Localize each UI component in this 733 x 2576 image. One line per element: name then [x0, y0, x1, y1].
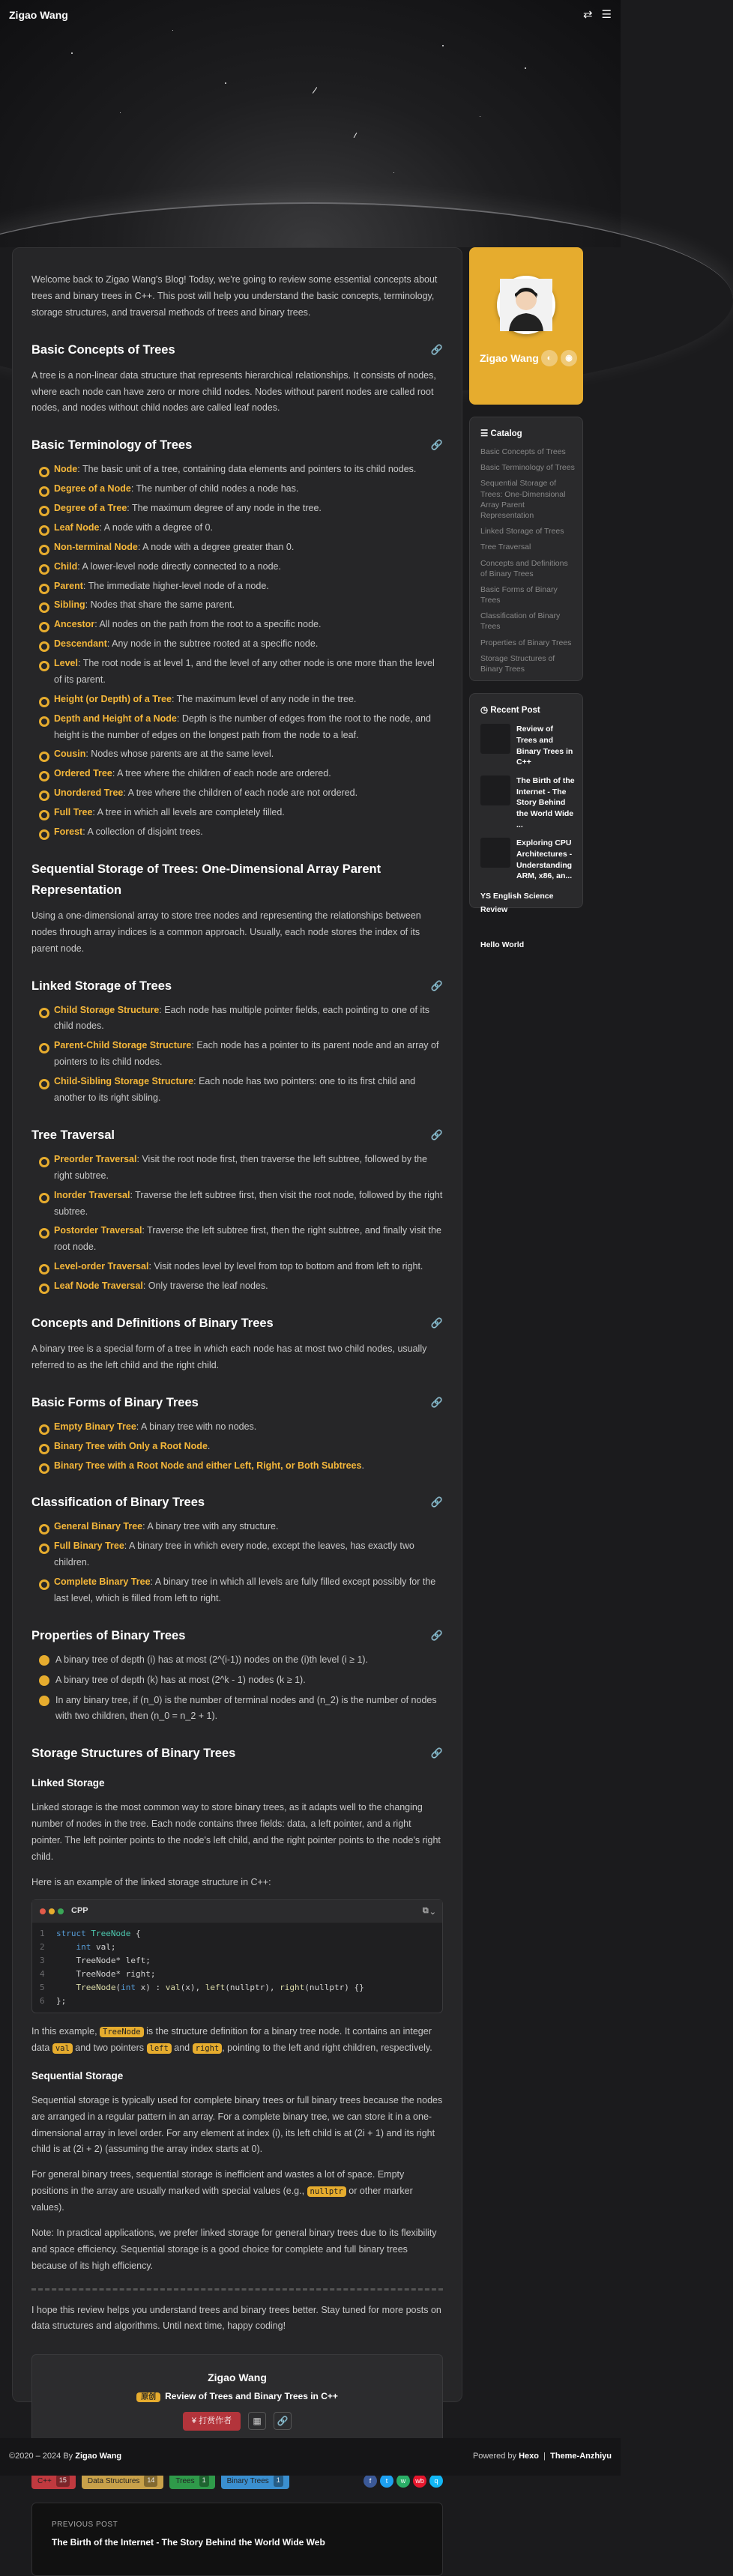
list-item: Full Binary Tree: A binary tree in which every node, except the leaves, has exactly two children. — [39, 1538, 443, 1571]
code-language: CPP — [71, 1906, 88, 1916]
list-icon: ☰ — [480, 429, 489, 438]
list-item: Non-terminal Node: A node with a degree greater than 0. — [39, 539, 443, 556]
copy-code-icon[interactable]: ⧉ ⌄ — [422, 1906, 435, 1916]
code-content: 1 struct TreeNode { 2 int val; 3 TreeNode* left; 4 TreeNode* right; 5 TreeNode(int x) : val(x), left(nullptr), right(nullptr) {} 6 }; — [40, 1928, 364, 2007]
copyright-author: Zigao Wang — [208, 2371, 267, 2384]
divider — [31, 2288, 443, 2291]
previous-post-title: The Birth of the Internet - The Story Behind the World Wide Web — [52, 2536, 325, 2548]
original-badge: 原创 — [136, 2392, 160, 2402]
link-icon[interactable]: 🔗 — [430, 439, 443, 451]
history-icon: ◷ — [480, 706, 489, 715]
catalog-item[interactable]: Linked Storage of Trees — [480, 527, 564, 536]
list-item: Level: The root node is at level 1, and the level of any other node is one more than the level of its parent. — [39, 656, 443, 689]
link-icon[interactable]: 🔗 — [430, 1316, 443, 1328]
list-item: Node: The basic unit of a tree, containing data elements and pointers to its child nodes. — [39, 462, 443, 478]
link-icon[interactable]: 🔗 — [430, 979, 443, 991]
link-icon[interactable]: 🔗 — [430, 1128, 443, 1140]
link-icon[interactable]: 🔗 — [430, 1747, 443, 1759]
catalog-item[interactable]: Storage Structures of Binary Trees — [480, 653, 555, 674]
list-item: Leaf Node: A node with a degree of 0. — [39, 520, 443, 536]
binary-props-list — [39, 1652, 443, 1726]
weibo-icon[interactable]: wb — [413, 2474, 426, 2488]
tag-cpp[interactable]: C++ 15 — [31, 2473, 76, 2490]
sequential-trees-text: Using a one-dimensional array to store tree nodes and representing the relationships between nodes through array indices is a common approach. Usually, each node stores the index of its parent node. — [31, 910, 421, 954]
heading-binary-storage: Storage Structures of Binary Trees 🔗 — [31, 1743, 443, 1764]
catalog-item[interactable]: Basic Forms of Binary Trees — [480, 584, 558, 605]
list-item: Child: A lower-level node directly connected to a node. — [39, 559, 443, 575]
heading-terminology: Basic Terminology of Trees 🔗 — [31, 435, 443, 456]
list-item: Child Storage Structure: Each node has multiple pointer fields, each pointing to one of its child nodes. — [39, 1003, 443, 1035]
theme-link[interactable]: Theme-Anzhiyu — [550, 2452, 612, 2461]
heading-sequential-storage: Sequential Storage — [31, 2070, 124, 2082]
heading-binary-classes: Classification of Binary Trees 🔗 — [31, 1492, 443, 1513]
list-item: Parent-Child Storage Structure: Each node has a pointer to its parent node and an array of pointers to its child nodes. — [39, 1038, 443, 1071]
list-item: Degree of a Node: The number of child nodes a node has. — [39, 481, 443, 498]
heading-binary-props: Properties of Binary Trees 🔗 — [31, 1625, 443, 1646]
site-footer — [0, 2438, 621, 2476]
example-intro: Here is an example of the linked storage structure in C++: — [31, 1876, 271, 1887]
linked-trees-list — [39, 1003, 443, 1107]
catalog-item[interactable]: Sequential Storage of Trees: One-Dimensional Array Parent Representation — [480, 479, 566, 520]
wechat-icon[interactable]: w — [396, 2474, 410, 2488]
site-name-link[interactable]: Zigao Wang — [9, 8, 68, 21]
list-item: Binary Tree with Only a Root Node. — [39, 1439, 443, 1455]
link-icon[interactable]: 🔗 — [430, 1396, 443, 1408]
list-item: Forest: A collection of disjoint trees. — [39, 824, 443, 841]
recent-post-item[interactable]: YS English Science Review — [480, 892, 554, 915]
list-item: Child-Sibling Storage Structure: Each node has two pointers: one to its first child and another to its right sibling. — [39, 1074, 443, 1107]
sidebar — [469, 247, 583, 949]
recent-post-item[interactable]: Review of Trees and Binary Trees in C++ — [480, 724, 575, 768]
profile-name: Zigao Wang ◐ ◉ — [469, 349, 583, 368]
copy-link-icon[interactable]: 🔗 — [274, 2412, 292, 2430]
binary-forms-list — [39, 1419, 443, 1475]
heading-linked-trees: Linked Storage of Trees 🔗 — [31, 976, 443, 997]
intro-paragraph: Welcome back to Zigao Wang's Blog! Today, we're going to review some essential concepts about trees and binary trees in C++. This post will help you understand the basic concepts, terminology, storage structures, and traversal methods of trees and binary trees. — [31, 274, 438, 318]
facebook-icon[interactable]: f — [364, 2474, 377, 2488]
heading-binary-concepts: Concepts and Definitions of Binary Trees 🔗 — [31, 1313, 443, 1334]
catalog-item[interactable]: Tree Traversal — [480, 542, 531, 552]
tag-binary-trees[interactable]: Binary Trees 1 — [221, 2473, 289, 2490]
post-thumbnail — [480, 724, 510, 754]
heading-basic-concepts: Basic Concepts of Trees 🔗 — [31, 339, 443, 360]
list-item: Empty Binary Tree: A binary tree with no nodes. — [39, 1419, 443, 1436]
link-icon[interactable]: 🔗 — [430, 343, 443, 355]
link-icon[interactable]: 🔗 — [430, 1629, 443, 1641]
list-item: A binary tree of depth (k) has at most (2^k - 1) nodes (k ≥ 1). — [39, 1672, 443, 1689]
list-item: Height (or Depth) of a Tree: The maximum level of any node in the tree. — [39, 692, 443, 708]
qrcode-icon[interactable]: ▦ — [248, 2412, 266, 2430]
list-item: Preorder Traversal: Visit the root node first, then traverse the left subtree, followed by the right subtree. — [39, 1152, 443, 1185]
hero-banner — [0, 0, 621, 247]
catalog-item[interactable]: Concepts and Definitions of Binary Trees — [480, 558, 568, 578]
avatar — [497, 276, 555, 334]
code-explanation: In this example, TreeNode is the structure definition for a binary tree node. It contains an integer data val and two pointers left and right , pointing to the left and right children, respectively. — [31, 2026, 432, 2054]
list-item: Leaf Node Traversal: Only traverse the leaf nodes. — [39, 1278, 443, 1295]
recent-posts-card — [469, 693, 583, 949]
catalog-item[interactable]: Basic Terminology of Trees — [480, 463, 575, 473]
list-item: Ordered Tree: A tree where the children of each node are ordered. — [39, 766, 443, 782]
twitter-icon[interactable]: t — [380, 2474, 393, 2488]
recent-title: ◷ Recent Post — [480, 706, 540, 715]
heading-traversal: Tree Traversal 🔗 — [31, 1125, 443, 1146]
heading-binary-forms: Basic Forms of Binary Trees 🔗 — [31, 1392, 443, 1413]
linked-storage-text: Linked storage is the most common way to store binary trees, as it adapts well to the changing number of nodes in the tree. Each node contains three fields: data, a left pointer, and a right pointer. The left pointer points to the node's left child, and the right pointer points to the node's right child. — [31, 1802, 441, 1862]
github-icon[interactable]: ◐ — [541, 350, 558, 366]
post-thumbnail — [480, 838, 510, 868]
tag-data-structures[interactable]: Data Structures 14 — [82, 2473, 164, 2490]
catalog-title: ☰ Catalog — [480, 429, 522, 438]
list-item: A binary tree of depth (i) has at most (2^(i-1)) nodes on the (i)th level (i ≥ 1). — [39, 1652, 443, 1669]
list-item: Parent: The immediate higher-level node of a node. — [39, 578, 443, 595]
list-item: Cousin: Nodes whose parents are at the same level. — [39, 746, 443, 763]
list-item: Inorder Traversal: Traverse the left subtree first, then visit the root node, followed by the right subtree. — [39, 1188, 443, 1221]
note-text: Note: In practical applications, we prefer linked storage for general binary trees due to its flexibility and space efficiency. Sequential storage is a good choice for complete and full binary trees because of its high efficiency. — [31, 2227, 437, 2271]
previous-post-label: PREVIOUS POST — [52, 2521, 118, 2530]
reward-button[interactable]: ¥ 打赏作者 — [183, 2412, 241, 2431]
catalog-item[interactable]: Classification of Binary Trees — [480, 611, 561, 632]
code-header — [32, 1900, 442, 1922]
tag-trees[interactable]: Trees 1 — [169, 2473, 214, 2490]
list-item: Descendant: Any node in the subtree rooted at a specific node. — [39, 636, 443, 653]
binary-classes-list — [39, 1519, 443, 1606]
hexo-link[interactable]: Hexo — [519, 2452, 539, 2461]
copyright-post-title: 原创 Review of Trees and Binary Trees in C++ — [40, 2389, 435, 2404]
recent-post-item[interactable]: Hello World — [480, 940, 525, 949]
powered-by: Powered by Hexo | Theme-Anzhiyu — [472, 2452, 612, 2461]
heading-linked-storage: Linked Storage — [31, 1777, 105, 1789]
list-item: General Binary Tree: A binary tree with any structure. — [39, 1519, 443, 1535]
general-storage-text: For general binary trees, sequential storage is inefficient and wastes a lot of space. Empty positions in the array are usually marked with special values (e.g., nullptr or other marker values). — [31, 2169, 413, 2213]
rss-icon[interactable]: ◉ — [561, 350, 577, 366]
list-item: Sibling: Nodes that share the same parent. — [39, 597, 443, 614]
sequential-storage-text: Sequential storage is typically used for complete binary trees or full binary trees because the nodes are arranged in a regular pattern in an array. For a complete binary tree, we can store it in a one-dimensional array in level order. For any element at index (i), its left child is at (2i + 1) and its right child is at (2i + 2) (assuming the array index starts at 0). — [31, 2094, 443, 2155]
recent-post-item[interactable]: The Birth of the Internet - The Story Behind the World Wide ... — [480, 775, 575, 830]
copyright-text: ©2020 – 2024 By Zigao Wang — [9, 2452, 122, 2461]
post-thumbnail — [480, 775, 510, 805]
list-item: Complete Binary Tree: A binary tree in which all levels are fully filled except possibly for the last level, which is filled from left to right. — [39, 1574, 443, 1607]
list-item: Full Tree: A tree in which all levels are completely filled. — [39, 805, 443, 821]
catalog-item[interactable]: Basic Concepts of Trees — [480, 447, 566, 457]
list-item: In any binary tree, if (n_0) is the number of terminal nodes and (n_2) is the number of nodes with two children, then (n_0 = n_2 + 1). — [39, 1693, 443, 1726]
traversal-list — [39, 1152, 443, 1295]
qq-icon[interactable]: q — [429, 2474, 443, 2488]
menu-icon[interactable]: ☰ — [601, 7, 612, 21]
list-item: Depth and Height of a Node: Depth is the number of edges from the root to the node, and height is the number of edges on the longest path from the node to a leaf. — [39, 711, 443, 744]
list-item: Level-order Traversal: Visit nodes level by level from top to bottom and from left to right. — [39, 1259, 443, 1275]
terminology-list — [39, 462, 443, 841]
list-item: Binary Tree with a Root Node and either Left, Right, or Both Subtrees. — [39, 1458, 443, 1475]
profile-card — [469, 247, 583, 405]
binary-concepts-text: A binary tree is a special form of a tree in which each node has at most two child nodes, usually referred to as the left child and the right child. — [31, 1343, 427, 1370]
basic-concepts-text: A tree is a non-linear data structure that represents hierarchical relationships. It consists of nodes, where each node can have zero or more child nodes. Nodes without parent nodes are called root nodes, and nodes without child nodes are called leaf nodes. — [31, 369, 436, 414]
link-icon[interactable]: 🔗 — [430, 1496, 443, 1508]
translate-icon[interactable]: ⇄ — [582, 7, 593, 21]
list-item: Postorder Traversal: Traverse the left subtree first, then the right subtree, and finally visit the root node. — [39, 1223, 443, 1256]
outro-paragraph: I hope this review helps you understand trees and binary trees better. Stay tuned for more posts on data structures and algorithms. Until next time, happy coding! — [31, 2304, 441, 2332]
code-block — [31, 1899, 443, 2013]
top-navbar — [0, 0, 621, 30]
heading-sequential-trees: Sequential Storage of Trees: One-Dimensional Array Parent Representation — [31, 862, 381, 897]
list-item: Degree of a Tree: The maximum degree of any node in the tree. — [39, 501, 443, 517]
list-item: Ancestor: All nodes on the path from the root to a specific node. — [39, 617, 443, 633]
catalog-card — [469, 417, 583, 681]
catalog-item[interactable]: Properties of Binary Trees — [480, 638, 572, 647]
recent-post-item[interactable]: Exploring CPU Architectures - Understanding ARM, x86, an... — [480, 838, 575, 882]
previous-post-card[interactable] — [31, 2503, 443, 2576]
list-item: Unordered Tree: A tree where the children of each node are not ordered. — [39, 785, 443, 802]
